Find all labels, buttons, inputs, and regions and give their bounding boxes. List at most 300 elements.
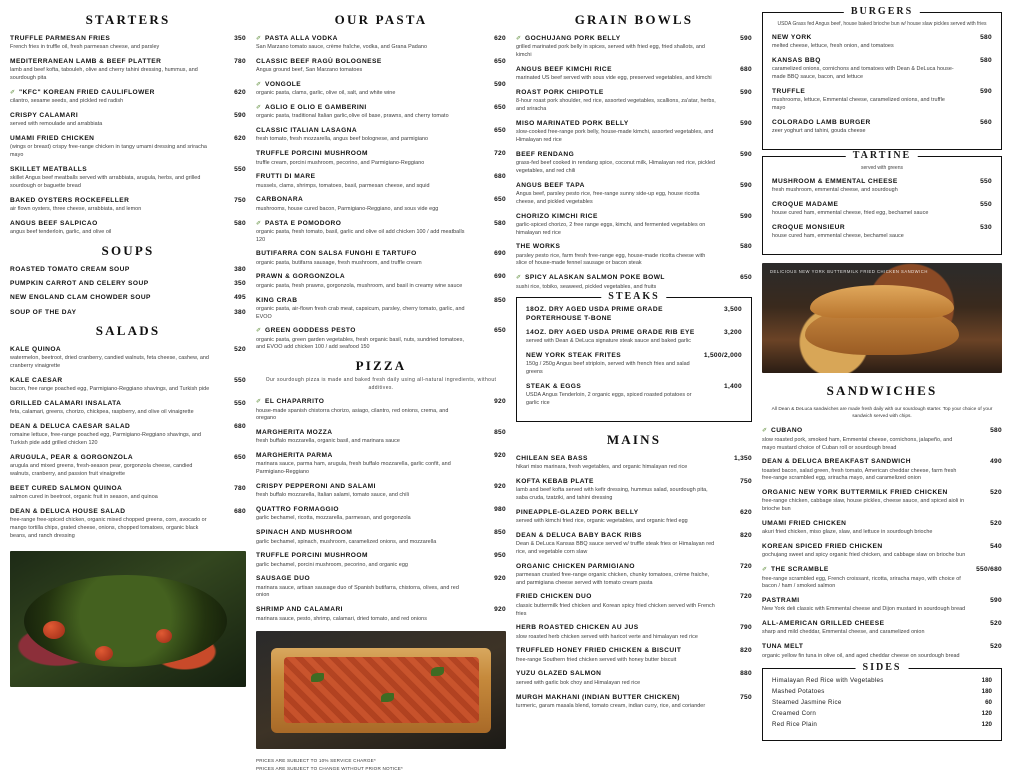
menu-item-name: BEET CURED SALMON QUINOA <box>10 484 123 492</box>
menu-item-name: DEAN & DELUCA BREAKFAST SANDWICH <box>762 458 911 466</box>
menu-item-main <box>256 552 476 569</box>
menu-item <box>10 166 246 191</box>
menu-item-name: KANSAS BBQ <box>772 57 821 65</box>
menu-item-main <box>762 489 972 514</box>
menu-item-description: Dean & DeLuca Kansas BBQ sauce served w/ truffle steak fries or Himalayan red rice, and vegetable corn slaw <box>516 540 715 555</box>
menu-item-name-row <box>516 694 716 702</box>
menu-item-main <box>772 57 962 82</box>
leaf-icon: ✐ <box>762 428 768 435</box>
menu-item <box>10 35 246 52</box>
menu-item-main <box>256 483 476 500</box>
menu-item-main <box>526 352 704 377</box>
menu-item-name-row <box>516 274 716 282</box>
menu-item <box>10 135 246 160</box>
menu-item-price: 590 <box>980 87 992 95</box>
menu-item <box>762 520 1002 537</box>
menu-item <box>256 250 506 267</box>
menu-item-main <box>256 127 476 144</box>
menu-item-name: CHORIZO KIMCHI RICE <box>516 212 598 220</box>
menu-item-main <box>516 89 722 114</box>
menu-item <box>526 352 742 377</box>
menu-item-description: fresh tomato, fresh mozzarella, angus beef bolognese, and parmigiano <box>256 136 429 143</box>
menu-item-main <box>516 532 722 557</box>
menu-item-main <box>526 383 712 408</box>
menu-item-name: SOUP OF THE DAY <box>10 308 77 316</box>
menu-item-description: air flown oysters, three cheese, arrabbiata, and lemon <box>10 206 142 213</box>
menu-item-description: turmeric, garam masala blend, tomato cream, indian curry, rice, and coriander <box>516 702 706 709</box>
leaf-icon: ✐ <box>516 275 522 282</box>
menu-item-description: Angus ground beef, San Marzano tomatoes <box>256 67 363 74</box>
menu-item-main <box>10 112 216 129</box>
pasta-list <box>256 35 506 352</box>
menu-item-name: "KFC" KOREAN FRIED CAULIFLOWER <box>19 88 155 96</box>
menu-item-price: 3,500 <box>723 306 742 314</box>
menu-item-price: 520 <box>990 643 1002 651</box>
menu-item-description: skillet Angus beef meatballs served with arrabbiata, arugula, herbs, and grilled sourdough or baguette bread <box>10 175 201 190</box>
burgers-subtitle: USDA Grass fed Angus beef, house baked brioche bun w/ house slaw pickles served with fries <box>777 21 987 27</box>
section-title-tartine: TARTINE <box>846 150 918 161</box>
menu-item-description: romaine lettuce, free-range poached egg, Parmigiano-Reggiano shavings, and Turkish pide add grilled chicken 120 <box>10 432 201 446</box>
menu-item-main <box>516 593 722 618</box>
menu-item-main <box>516 66 722 83</box>
menu-item <box>256 220 506 245</box>
menu-item <box>10 454 246 479</box>
menu-item-main <box>516 624 722 641</box>
menu-item <box>772 178 992 195</box>
salads-list <box>10 346 246 541</box>
menu-item-description: marinated US beef served with sous vide egg, preserved vegetables, and kimchi <box>516 75 712 82</box>
menu-item-main <box>516 509 722 526</box>
menu-item-name: KOREAN SPICED FRIED CHICKEN <box>762 543 883 551</box>
menu-item-name-row <box>256 104 470 112</box>
menu-item-description: truffle cream, porcini mushroom, pecorino, and Parmigiano-Reggiano <box>256 159 425 166</box>
menu-item-description: organic pasta, fresh tomato, basil, garlic and olive oil add chicken 100 / add meatballs 120 <box>256 228 465 243</box>
menu-item-name: PRAWN & GORGONZOLA <box>256 273 346 281</box>
menu-item <box>256 552 506 569</box>
side-item-name: Red Rice Plain <box>772 721 818 729</box>
menu-item <box>256 81 506 98</box>
leaf-icon: ✐ <box>256 399 262 406</box>
menu-item-price: 920 <box>494 452 506 460</box>
side-item-name: Mashed Potatoes <box>772 688 825 696</box>
menu-item-name-row <box>256 58 470 66</box>
menu-item-name: KALE CAESAR <box>10 376 63 384</box>
menu-item <box>762 427 1002 452</box>
menu-item <box>516 66 752 83</box>
menu-item-name-row <box>256 327 470 335</box>
menu-item-name: MARGHERITA PARMA <box>256 452 333 460</box>
menu-item-name-row <box>762 643 966 651</box>
menu-item <box>10 508 246 541</box>
menu-item-price: 620 <box>234 88 246 96</box>
menu-item-price: 1,350 <box>733 454 752 462</box>
menu-item-description: free-range chicken, cabbage slaw, house pickles, cheese sauce, and spiced aioli in brioche bun <box>762 498 965 513</box>
menu-item-name-row <box>10 423 210 431</box>
menu-item-main <box>256 104 476 121</box>
menu-item-name: PASTA ALLA VODKA <box>265 35 338 42</box>
menu-item-name: SHRIMP AND CALAMARI <box>256 606 343 614</box>
menu-item-name: ALL-AMERICAN GRILLED CHEESE <box>762 620 885 628</box>
menu-item-main <box>762 643 972 660</box>
menu-item-name: SAUSAGE DUO <box>256 575 311 583</box>
footer-note <box>256 757 506 773</box>
menu-item-name: NEW YORK STEAK FRITES <box>526 351 622 359</box>
menu-item-name: CRISPY CALAMARI <box>10 112 79 120</box>
menu-item-price: 590 <box>740 212 752 220</box>
menu-item-name-row <box>762 427 966 435</box>
column-pasta-pizza <box>256 8 506 772</box>
side-item-price: 120 <box>981 710 992 718</box>
menu-item-name-row <box>256 35 470 43</box>
menu-item-name-row <box>10 454 210 462</box>
menu-item <box>516 455 752 472</box>
side-item <box>772 677 992 684</box>
menu-item-name: TRUFFLE PORCINI MUSHROOM <box>256 150 368 158</box>
menu-item-main <box>10 346 216 371</box>
menu-item-name-row <box>256 150 470 158</box>
side-item-name: Himalayan Red Rice with Vegetables <box>772 677 884 685</box>
menu-item-name: MEDITERRANEAN LAMB & BEEF PLATTER <box>10 58 162 66</box>
menu-item-description: organic pasta, fresh prawns, gorgonzola, mushroom, and basil in creamy wine sauce <box>256 282 463 289</box>
menu-item-name: CHILEAN SEA BASS <box>516 454 588 462</box>
menu-item <box>256 606 506 623</box>
tartine-list <box>772 178 992 241</box>
menu-item-name-row <box>10 400 210 408</box>
menu-item-name-row <box>526 383 706 391</box>
menu-item-name: ANGUS BEEF SALPICAO <box>10 219 98 227</box>
pizza-subtitle: Our sourdough pizza is made and baked fresh daily using all-natural ingredients, without additives. <box>265 377 497 391</box>
menu-item-name-row <box>516 647 716 655</box>
menu-item-main <box>256 606 476 623</box>
menu-item <box>256 273 506 290</box>
menu-item-price: 580 <box>494 219 506 227</box>
menu-item-main <box>256 250 476 267</box>
menu-item-name-row <box>256 173 470 181</box>
menu-item-main <box>516 35 722 60</box>
leaf-icon: ✐ <box>256 328 262 335</box>
menu-item-price: 650 <box>494 104 506 112</box>
menu-item-price: 550 <box>980 177 992 185</box>
steaks-list <box>526 306 742 407</box>
sides-box <box>762 662 1002 741</box>
menu-item-price: 920 <box>494 483 506 491</box>
leaf-icon: ✐ <box>256 220 262 227</box>
section-title-salads: SALADS <box>95 322 161 338</box>
side-item <box>772 710 992 717</box>
menu-item-price: 820 <box>740 531 752 539</box>
menu-item-description: free-range scrambled egg, French croissant, ricotta, sriracha mayo, with choice of bacon / ham / smoked salmon <box>762 575 961 590</box>
menu-item-name-row <box>516 120 716 128</box>
menu-item-main <box>762 458 972 483</box>
menu-item-price: 550 <box>980 200 992 208</box>
menu-item-price: 520 <box>990 520 1002 528</box>
menu-item-price: 680 <box>494 173 506 181</box>
section-title-sides: SIDES <box>856 662 909 673</box>
menu-item-main <box>772 88 962 113</box>
menu-item-name: THE WORKS <box>516 243 561 251</box>
section-title-starters: STARTERS <box>85 12 171 27</box>
side-item <box>772 688 992 695</box>
menu-item-price: 550 <box>234 376 246 384</box>
menu-item-description: organic pasta, traditional Italian garlic,olive oil base, prawns, and cherry tomato <box>256 113 449 120</box>
menu-item-name: ARUGULA, PEAR & GORGONZOLA <box>10 453 134 461</box>
menu-item <box>762 643 1002 660</box>
menu-item-description: gochujang sweet and spicy organic fried chicken, and cabbage slaw on brioche bun <box>762 552 966 559</box>
menu-item-name: GOCHUJANG PORK BELLY <box>525 35 621 42</box>
menu-item-main <box>10 377 216 394</box>
menu-item-main <box>10 454 216 479</box>
column-starters-soups-salads <box>10 8 246 716</box>
menu-item-price: 650 <box>494 127 506 135</box>
menu-item-name-row <box>10 197 210 205</box>
footer-line-1: PRICES ARE SUBJECT TO 10% SERVICE CHARGE* <box>256 758 376 764</box>
menu-item <box>10 309 246 317</box>
menu-item-name-row <box>762 543 966 551</box>
menu-item-name-row <box>10 166 210 174</box>
menu-item-name: GRILLED CALAMARI INSALATA <box>10 399 122 407</box>
menu-item-description: Angus beef, parsley pesto rice, free-range sunny side-up egg, house ricotta cheese, and pickled vegetables <box>516 190 700 205</box>
menu-item-name: TRUFFLE PORCINI MUSHROOM <box>256 552 368 560</box>
menu-item <box>10 346 246 371</box>
menu-item-main <box>772 201 962 218</box>
menu-item-name: CUBANO <box>771 427 803 435</box>
menu-item-price: 650 <box>740 274 752 282</box>
menu-item-description: garlic bechamel, ricotta, mozzarella, parmesan, and gorgonzola <box>256 515 411 522</box>
menu-item-name: FRUTTI DI MARE <box>256 173 316 181</box>
menu-item-price: 590 <box>740 88 752 96</box>
sandwiches-note: All Dean & DeLuca sandwiches are made fresh daily with our sourdough starter. Top your choice of your sandwich served with chips. <box>771 407 993 420</box>
menu-item-name: NEW ENGLAND CLAM CHOWDER SOUP <box>10 294 151 302</box>
menu-item-name-row <box>526 306 706 322</box>
menu-item <box>256 429 506 446</box>
menu-item-main <box>10 58 216 83</box>
menu-item-name: BEEF RENDANG <box>516 150 575 158</box>
menu-item-name: HERB ROASTED CHICKEN AU JUS <box>516 624 639 632</box>
side-item-name: Creamed Corn <box>772 710 817 718</box>
menu-item <box>256 150 506 167</box>
menu-item <box>516 274 752 291</box>
menu-item <box>762 566 1002 591</box>
menu-item-name-row <box>516 563 716 571</box>
menu-item-description: free-range free-spiced chicken, organic mixed chopped greens, corn, avocado or mango tortilla chips, grated cheese, onions, chopped tomatoes, organic black beans, and ranch dressing <box>10 517 207 539</box>
menu-item-description: garlic-spiced chorizo, 2 free range eggs, kimchi, and fermented vegetables on himalayan red rice <box>516 221 706 236</box>
menu-item <box>256 327 506 352</box>
menu-item-price: 790 <box>740 624 752 632</box>
menu-item-description: fresh buffalo mozzarella, organic basil, and marinara sauce <box>256 438 400 445</box>
menu-item-price: 380 <box>234 308 246 316</box>
menu-item-name-row <box>256 506 470 514</box>
menu-item-main <box>256 81 476 98</box>
menu-item-description: served with garlic bok choy and Himalayan red rice <box>516 679 641 686</box>
steaks-box <box>516 291 752 421</box>
menu-item-name: 18OZ. DRY AGED USDA PRIME GRADE PORTERHOUSE T-BONE <box>526 306 663 322</box>
soups-list <box>10 266 246 317</box>
menu-item-main <box>256 327 476 352</box>
menu-item-name: MUSHROOM & EMMENTAL CHEESE <box>772 177 898 185</box>
menu-item-name: CLASSIC BEEF RAGÙ BOLOGNESE <box>256 58 382 66</box>
menu-item-name-row <box>10 35 210 43</box>
menu-item-name: KING CRAB <box>256 296 298 304</box>
menu-item-description: served with remoulade and arrabbiata <box>10 121 103 128</box>
menu-item-price: 530 <box>980 224 992 232</box>
section-title-soups: SOUPS <box>101 242 155 258</box>
menu-item-main <box>772 178 962 195</box>
leaf-icon: ✐ <box>762 567 768 574</box>
menu-item-price: 590 <box>740 35 752 42</box>
starters-list <box>10 35 246 237</box>
menu-item-price: 820 <box>740 647 752 655</box>
menu-item-name: STEAK & EGGS <box>526 382 582 390</box>
menu-item <box>516 151 752 176</box>
menu-item-main <box>526 329 712 346</box>
menu-item-main <box>516 455 722 472</box>
menu-item-main <box>256 35 476 52</box>
menu-item-name-row <box>256 81 470 89</box>
menu-item-description: lamb and beef kofta served with kefir dressing, hummus salad, sourdough pita, saba cruda, tzatziki, and tahini dressing <box>516 486 708 501</box>
menu-item-main <box>10 89 216 106</box>
menu-item-name: MURGH MAKHANI (INDIAN BUTTER CHICKEN) <box>516 693 680 701</box>
burgers-list <box>772 34 992 136</box>
menu-item-name: ORGANIC NEW YORK BUTTERMILK FRIED CHICKEN <box>762 489 948 497</box>
menu-item-main <box>10 508 216 541</box>
menu-item <box>516 478 752 503</box>
menu-item-description: organic pasta, green garden vegetables, fresh organic basil, nuts, sundried tomatoes, and EVOO add chicken 100 / add seafood 150 <box>256 336 465 351</box>
menu-item-description: lamb and beef kofta, tabouleh, olive and cherry tahini dressing, hummus, and sourdough pita <box>10 67 198 82</box>
menu-item-description: French fries in truffle oil, fresh parmesan cheese, and parsley <box>10 44 160 51</box>
menu-item-description: mushrooms, lettuce, Emmental cheese, caramelized onions, and truffle mayo <box>772 97 945 112</box>
menu-item-price: 690 <box>494 250 506 258</box>
menu-item-name: DEAN & DELUCA CAESAR SALAD <box>10 422 131 430</box>
menu-item-description: USDA Angus Tenderloin, 2 organic eggs, spiced roasted potatoes or garlic rice <box>526 392 692 406</box>
menu-item-name: TRUFFLE <box>772 87 806 95</box>
menu-item-main <box>516 243 722 268</box>
menu-item-name: ROAST PORK CHIPOTLE <box>516 88 604 96</box>
menu-item-main <box>256 429 476 446</box>
menu-item-price: 780 <box>234 484 246 492</box>
mains-list <box>516 455 752 711</box>
menu-item <box>772 119 992 136</box>
menu-item-price: 650 <box>494 327 506 335</box>
menu-item <box>10 294 246 302</box>
menu-item-name-row <box>256 127 470 135</box>
menu-item-name-row <box>256 429 470 437</box>
side-item-price: 120 <box>981 721 992 729</box>
menu-item-price: 3,200 <box>723 328 742 336</box>
menu-item-description: hikari miso marinara, fresh vegetables, and organic himalayan red rice <box>516 463 688 470</box>
menu-item-name: COLORADO LAMB BURGER <box>772 118 871 126</box>
menu-item-name: SPICY ALASKAN SALMON POKE BOWL <box>525 274 665 282</box>
menu-item-name: CROQUE MADAME <box>772 200 839 208</box>
menu-item-price: 720 <box>740 593 752 601</box>
menu-item-name: SPINACH AND MUSHROOM <box>256 529 353 537</box>
menu-item-description: fresh mushroom, emmental cheese, and sourdough <box>772 187 898 194</box>
menu-item-name: AGLIO E OLIO E GAMBERINI <box>265 104 367 112</box>
section-title-mains: MAINS <box>606 431 662 447</box>
menu-item-description: feta, calamari, greens, chorizo, chickpea, raspberry, and olive oil vinaigrette <box>10 409 194 416</box>
menu-item-main <box>10 266 216 274</box>
menu-item-price: 680 <box>234 422 246 430</box>
menu-item-name-row <box>256 273 470 281</box>
burger-photo-caption: DELICIOUS NEW YORK BUTTERMILK FRIED CHICKEN SANDWICH <box>770 269 928 275</box>
menu-item <box>10 58 246 83</box>
menu-item-name: KOFTA KEBAB PLATE <box>516 477 594 485</box>
menu-item-description: sharp and mild cheddar, Emmental cheese, and caramelized onion <box>762 629 925 636</box>
menu-item-main <box>516 182 722 207</box>
menu-item-price: 980 <box>494 506 506 514</box>
menu-item-name-row <box>762 489 966 497</box>
menu-item-name: ANGUS BEEF TAPA <box>516 181 585 189</box>
menu-item-name-row <box>516 66 716 74</box>
menu-item-price: 850 <box>494 529 506 537</box>
menu-item-description: grilled marinated pork belly in spices, served with fried egg, fried shallots, and kimchi <box>516 44 705 59</box>
menu-item-description: zeer yoghurt and tahini, gouda cheese <box>772 128 866 135</box>
menu-item-price: 680 <box>234 507 246 515</box>
menu-item-name-row <box>772 201 956 209</box>
sandwiches-list <box>762 427 1002 660</box>
menu-item-name-row <box>10 135 210 143</box>
menu-item-main <box>10 309 216 317</box>
menu-item <box>762 458 1002 483</box>
menu-item-main <box>10 220 216 237</box>
menu-item-main <box>256 575 476 600</box>
menu-item-name-row <box>256 220 470 228</box>
menu-item-price: 620 <box>494 35 506 42</box>
menu-item-description: marinara sauce, artisan sausage duo of Spanish butifarra, chistorra, olives, and red onion <box>256 584 459 599</box>
menu-item-name: VONGOLE <box>265 81 302 89</box>
menu-item-name-row <box>526 352 698 360</box>
menu-item-price: 350 <box>234 35 246 42</box>
menu-item <box>516 213 752 238</box>
menu-item-main <box>772 34 962 51</box>
menu-item-price: 750 <box>740 477 752 485</box>
menu-item-name-row <box>516 532 716 540</box>
menu-item-main <box>10 485 216 502</box>
menu-item-main <box>516 478 722 503</box>
menu-item-main <box>10 35 216 52</box>
menu-item-name-row <box>256 250 470 258</box>
menu-item-main <box>256 220 476 245</box>
menu-item-name: CARBONARA <box>256 196 304 204</box>
section-title-burgers: BURGERS <box>844 6 920 17</box>
menu-item-description: served with kimchi fried rice, organic vegetables, and organic fried egg <box>516 517 688 524</box>
menu-item-description: bacon, free range poached egg, Parmigiano-Reggiano shavings, and Turkish pide <box>10 386 210 393</box>
menu-item <box>772 57 992 82</box>
side-item-price: 60 <box>985 699 992 707</box>
menu-item-price: 550 <box>234 399 246 407</box>
menu-item-price: 590 <box>740 181 752 189</box>
menu-item-price: 350 <box>234 280 246 288</box>
menu-item-name: FRIED CHICKEN DUO <box>516 593 592 601</box>
menu-item-name-row <box>762 566 966 574</box>
menu-item-name: CLASSIC ITALIAN LASAGNA <box>256 127 358 135</box>
menu-item-description: cilantro, sesame seeds, and pickled red radish <box>10 98 124 105</box>
menu-item <box>10 220 246 237</box>
menu-item-price: 690 <box>494 273 506 281</box>
menu-item-name-row <box>10 112 210 120</box>
menu-item-name-row <box>516 624 716 632</box>
column-burgers-tartine-sandwiches <box>762 6 1002 729</box>
footer-line-2: PRICES ARE SUBJECT TO CHANGE WITHOUT PRIOR NOTICE* <box>256 766 403 772</box>
column-grainbowls-steaks-mains <box>516 8 752 716</box>
menu-item-price: 590 <box>234 112 246 120</box>
menu-item-price: 590 <box>740 119 752 127</box>
menu-item-description: akuri fried chicken, miso glaze, slaw, and lettuce in sourdough brioche <box>762 529 933 536</box>
menu-item <box>256 35 506 52</box>
menu-item-name: UMAMI FRIED CHICKEN <box>10 135 95 143</box>
menu-item-name-row <box>10 89 210 97</box>
menu-item-name: MARGHERITA MOZZA <box>256 429 333 437</box>
menu-item-price: 495 <box>234 294 246 302</box>
